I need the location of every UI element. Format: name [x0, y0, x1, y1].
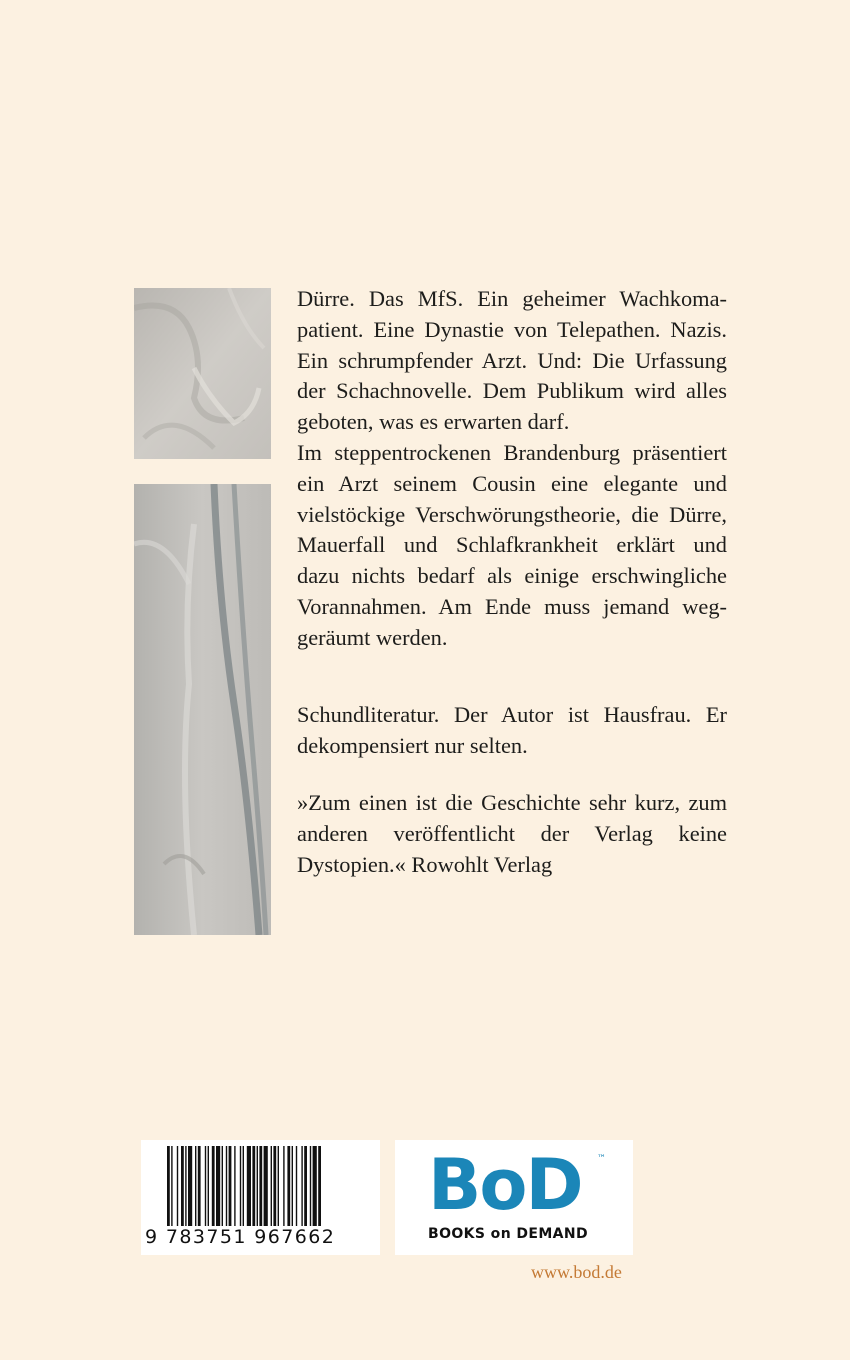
barcode-bar [252, 1146, 255, 1226]
barcode-bar [310, 1146, 311, 1226]
blurb-line: dazu nichts bedarf als einige erschwingliche [297, 563, 727, 589]
barcode-bar [247, 1146, 251, 1226]
barcode-bars [165, 1146, 365, 1228]
barcode-bar [212, 1146, 215, 1226]
barcode-bar [301, 1146, 302, 1226]
blurb-line: geboten, was es erwarten darf. [297, 409, 570, 435]
blurb-line: Dürre. Das MfS. Ein geheimer Wachkoma- [297, 286, 727, 311]
blurb-line: ein Arzt seinem Cousin eine elegante und [297, 470, 727, 496]
barcode-bar [296, 1146, 297, 1226]
blurb-line: Vorannahmen. Am Ende muss jemand weg- [297, 593, 727, 619]
isbn-number: 9 783751 967662 [145, 1226, 336, 1248]
barcode-bar [257, 1146, 258, 1226]
blurb-author-note [297, 700, 727, 762]
barcode-bar [271, 1146, 272, 1226]
barcode-bar [226, 1146, 227, 1226]
blurb-line: geräumt werden. [297, 624, 448, 650]
isbn-barcode [141, 1140, 380, 1255]
barcode-bar [216, 1146, 220, 1226]
barcode-bar [185, 1146, 186, 1226]
barcode-bar [205, 1146, 206, 1226]
blurb-line: »Zum einen ist die Geschichte sehr kurz, zum [297, 790, 727, 815]
publisher-logo [395, 1140, 633, 1255]
bod-logo-text: BoD [428, 1144, 582, 1226]
barcode-bar [222, 1146, 223, 1226]
blurb-line: Dystopien.« Rowohlt Verlag [297, 851, 553, 877]
blurb-synopsis [297, 284, 727, 654]
sand-photo-top [134, 288, 271, 459]
barcode-bar [195, 1146, 196, 1226]
blurb-line: Mauerfall und Schlafkrankheit erklärt und [297, 532, 727, 558]
blurb-line: patient. Eine Dynastie von Telepathen. Nazis. [297, 316, 727, 342]
barcode-bar [177, 1146, 178, 1226]
barcode-bar [313, 1146, 317, 1226]
sand-photo-bottom [134, 484, 271, 935]
barcode-bar [188, 1146, 192, 1226]
barcode-bar [208, 1146, 209, 1226]
blurb-line: vielstöckige Verschwörungstheorie, die Dürre, [297, 501, 727, 527]
publisher-website-link[interactable]: www.bod.de [531, 1262, 622, 1282]
bod-tagline: BOOKS on DEMAND [428, 1226, 589, 1242]
barcode-bar [167, 1146, 170, 1226]
blurb-line: anderen veröffentlicht der Verlag keine [297, 820, 727, 846]
blurb-line: Ein schrumpfender Arzt. Und: Die Urfassung [297, 347, 727, 373]
trademark-symbol: ™ [597, 1154, 606, 1164]
barcode-bar [259, 1146, 262, 1226]
barcode-bar [198, 1146, 201, 1226]
barcode-bar [304, 1146, 307, 1226]
barcode-bar [292, 1146, 293, 1226]
blurb-quote [297, 788, 727, 880]
barcode-bar [278, 1146, 279, 1226]
barcode-bar [243, 1146, 244, 1226]
barcode-bar [229, 1146, 232, 1226]
blurb-line: dekompensiert nur selten. [297, 732, 528, 758]
barcode-bar [318, 1146, 321, 1226]
barcode-bar [287, 1146, 290, 1226]
barcode-bar [171, 1146, 172, 1226]
blurb-line: Schundliteratur. Der Autor ist Hausfrau. Er [297, 702, 727, 727]
barcode-bar [283, 1146, 284, 1226]
barcode-bar [264, 1146, 268, 1226]
blurb-line: Im steppentrockenen Brandenburg präsentiert [297, 439, 727, 465]
barcode-bar [234, 1146, 235, 1226]
barcode-bar [181, 1146, 184, 1226]
blurb-line: der Schachnovelle. Dem Publikum wird alles [297, 378, 727, 404]
barcode-bar [273, 1146, 276, 1226]
barcode-bar [240, 1146, 241, 1226]
